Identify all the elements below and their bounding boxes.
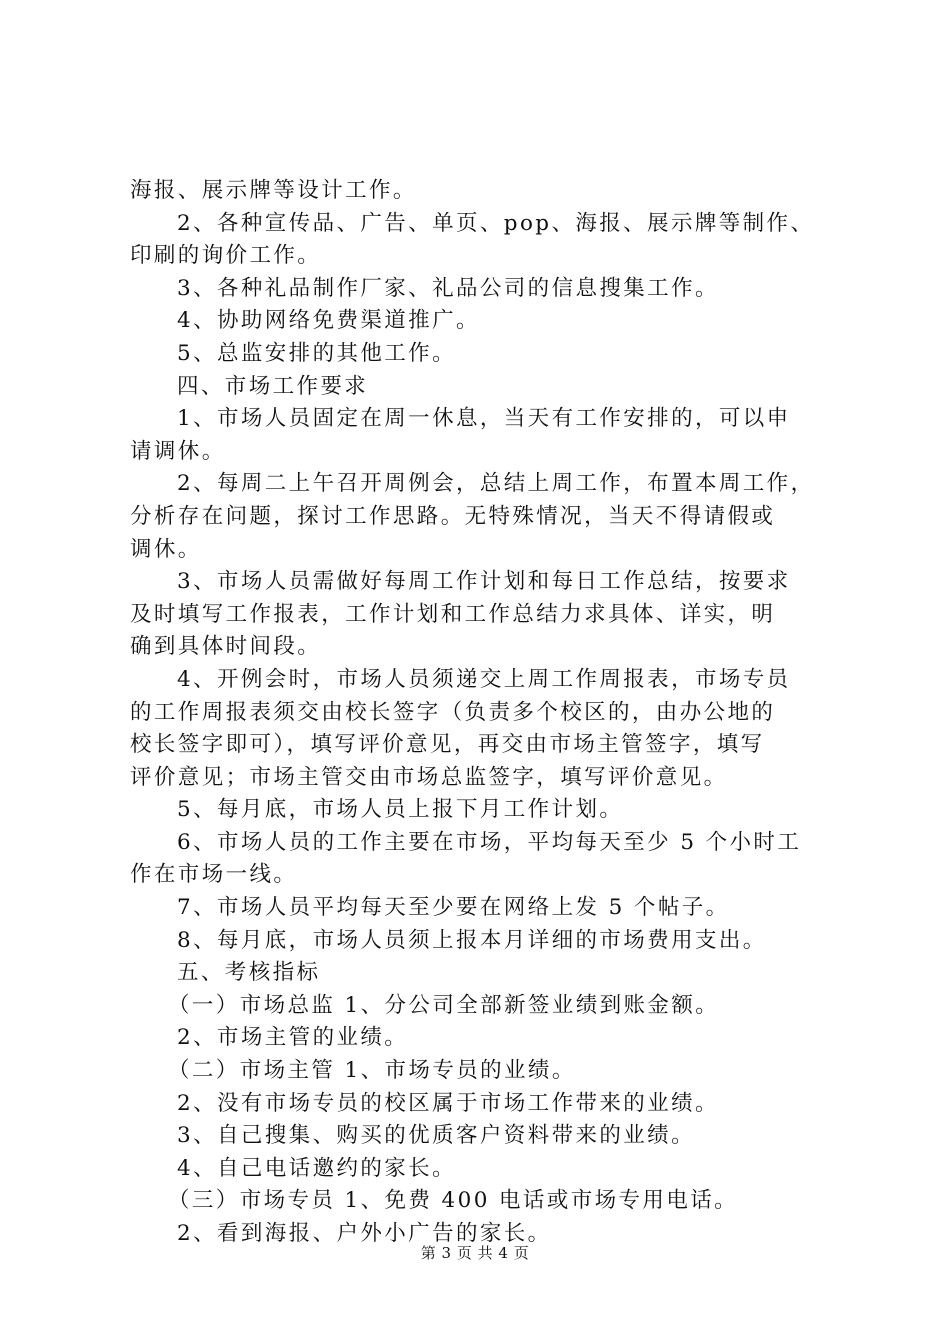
- section-heading: 四、市场工作要求: [177, 373, 369, 399]
- page-number: 第 3 页 共 4 页: [420, 1244, 530, 1262]
- text-line: 5、每月底，市场人员上报下月工作计划。: [177, 797, 624, 823]
- text-line: 4、协助网络免费渠道推广。: [177, 308, 480, 334]
- text-line: 及时填写工作报表，工作计划和工作总结力求具体、详实，明: [130, 601, 776, 627]
- text-line: 3、自己搜集、购买的优质客户资料带来的业绩。: [177, 1123, 695, 1149]
- text-line: 4、自己电话邀约的家长。: [177, 1155, 456, 1181]
- text-line: 2、看到海报、户外小广告的家长。: [177, 1221, 552, 1246]
- text-line: 2、每周二上午召开周例会，总结上周工作，布置本周工作，: [177, 471, 815, 497]
- text-line: 2、没有市场专员的校区属于市场工作带来的业绩。: [177, 1090, 719, 1116]
- document-body: [130, 175, 830, 1251]
- text-line: 3、各种礼品制作厂家、礼品公司的信息搜集工作。: [177, 275, 719, 301]
- text-line: 请调休。: [130, 438, 226, 464]
- text-line: 3、市场人员需做好每周工作计划和每日工作总结，按要求: [177, 569, 791, 595]
- text-line: 的工作周报表须交由校长签字（负责多个校区的，由办公地的: [130, 699, 776, 725]
- text-line: 调休。: [130, 536, 202, 562]
- section-heading: 五、考核指标: [177, 960, 321, 986]
- text-line: （三）市场专员 1、免费 400 电话或市场专用电话。: [168, 1188, 739, 1214]
- text-line: 分析存在问题，探讨工作思路。无特殊情况，当天不得请假或: [130, 503, 776, 529]
- text-line: 4、开例会时，市场人员须递交上周工作周报表，市场专员: [177, 666, 791, 692]
- text-line: 7、市场人员平均每天至少要在网络上发 5 个帖子。: [177, 895, 730, 921]
- text-line: 印刷的询价工作。: [130, 243, 322, 269]
- text-line: （一）市场总监 1、分公司全部新签业绩到账金额。: [168, 992, 720, 1018]
- text-line: 2、各种宣传品、广告、单页、pop、海报、展示牌等制作、: [177, 210, 815, 236]
- text-line: 8、每月底，市场人员须上报本月详细的市场费用支出。: [177, 927, 767, 953]
- text-line: 评价意见；市场主管交由市场总监签字，填写评价意见。: [130, 764, 728, 790]
- text-line: 5、总监安排的其他工作。: [177, 340, 456, 366]
- text-line: 1、市场人员固定在周一休息，当天有工作安排的，可以申: [177, 406, 791, 432]
- text-line: 6、市场人员的工作主要在市场，平均每天至少 5 个小时工: [177, 829, 802, 855]
- text-line: 作在市场一线。: [130, 862, 298, 888]
- text-line: （二）市场主管 1、市场专员的业绩。: [168, 1058, 576, 1084]
- text-line: 确到具体时间段。: [130, 634, 322, 660]
- text-line: 海报、展示牌等设计工作。: [130, 178, 417, 203]
- text-line: 校长签字即可），填写评价意见，再交由市场主管签字，填写: [130, 732, 765, 758]
- text-line: 2、市场主管的业绩。: [177, 1025, 409, 1051]
